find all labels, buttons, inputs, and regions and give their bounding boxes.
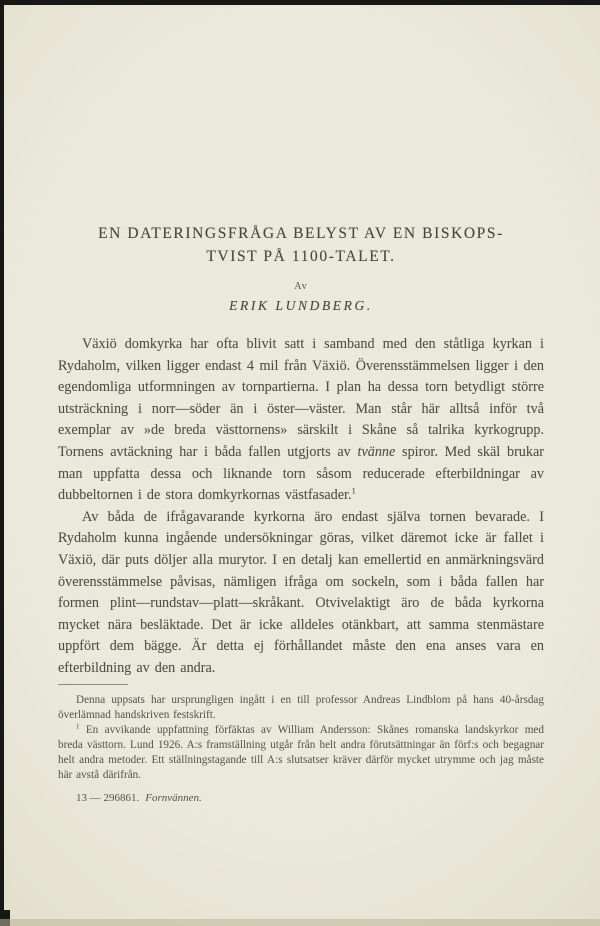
- body-paragraph: Av båda de ifrågavarande kyrkorna äro endast själva tornen bevarade. I Rydaholm kunna ingående undersökningar göras, vilket däremot icke är fallet i Växiö, där puts döljer alla murytor. I en detalj kan emellertid en anmärkningsvärd överensstämmelse påvisas, nämligen ifråga om sockeln, som i båda fallen har formen plint—rundstav—platt—skråkant. Otvivelaktigt äro de båda kyrkorna mycket nära besläktade. Det är icke alldeles otänkbart, att samma stenmästare uppfört dem bägge. Är detta ej förhållandet måste den ena anses vara en efterbildning av den andra.: [58, 508, 544, 676]
- printers-mark: [58, 792, 544, 804]
- page-title: [58, 222, 544, 268]
- author-name: ERIK LUNDBERG.: [229, 298, 373, 313]
- journal-name: Fornvännen.: [145, 792, 202, 805]
- scan-border-left: [0, 0, 4, 926]
- scan-border-bottom: [0, 919, 600, 926]
- footnote: $^1$ En avvikande uppfattning förfäktas av William Andersson: Skånes romanska landskyrkor med breda västtorn. Lund 1926. A:s framställning utgår från helt andra förutsättningar än förf:s och begagnar helt andra metoder. Ett ställningstagande till A:s slutsatser kräver därför mycket utrymme och jag måste här avstå därifrån.: [58, 721, 544, 781]
- article-body: [58, 334, 544, 680]
- footnote: Denna uppsats har ursprungligen ingått i en till professor Andreas Lindblom på hans 40-årsdag överlämnad handskriven festskrift.: [58, 693, 544, 721]
- footnote-separator-rule: [58, 684, 128, 685]
- printers-mark-number: 13 — 296861.: [76, 792, 140, 805]
- body-paragraph: Växiö domkyrka har ofta blivit satt i samband med den ståtliga kyrkan i Rydaholm, vilken ligger endast 4 mil från Växiö. Överensstämmelsen ligger i den egendomliga utformningen av tornpartierna. I plan ha dessa torn betydligt större utsträckning i norr—söder än i öster—väster. Man står här alltså inför två exemplar av »de breda västtornens» särskilt i Skåne så talrika kyrkogrupp. Tornens avtäckning har i båda fallen utgjorts av tvänne spiror. Med skäl brukar man uppfatta dessa och liknande torn såsom reducerade efterbildningar av dubbeltornen i de stora domkyrkornas västfasader.$^1$: [58, 336, 545, 504]
- footnotes-block: [58, 693, 544, 784]
- byline-prefix: Av: [294, 281, 308, 292]
- page-title-line2: TVIST PÅ 1100-TALET.: [206, 248, 396, 265]
- page-content: [58, 222, 544, 804]
- scan-border-top: [0, 0, 600, 5]
- page-title-line1: EN DATERINGSFRÅGA BELYST AV EN BISKOPS-: [98, 225, 504, 242]
